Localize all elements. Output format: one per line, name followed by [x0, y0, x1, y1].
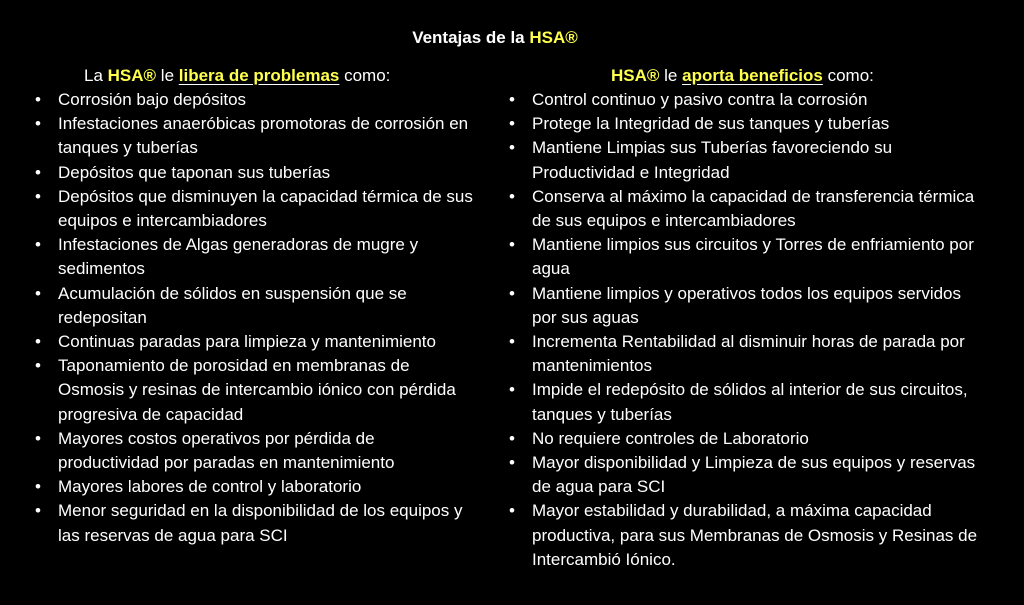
list-item: • Incrementa Rentabilidad al disminuir horas de parada por mantenimientos [508, 330, 988, 378]
list-item: • Mayores costos operativos por pérdida de productividad por paradas en mantenimiento [34, 427, 474, 475]
problems-heading-highlight: libera de problemas [178, 66, 340, 85]
problems-list [34, 88, 474, 548]
list-item: • Mantiene limpios y operativos todos los equipos servidos por sus aguas [508, 282, 988, 330]
list-item: • Impide el redepósito de sólidos al interior de sus circuitos, tanques y tuberías [508, 378, 988, 426]
benefits-heading-mid: le [659, 66, 683, 85]
list-item: • Mayor estabilidad y durabilidad, a máxima capacidad productiva, para sus Membranas de Osmosis y Resinas de Intercambió Iónico. [508, 499, 988, 572]
list-item: • Menor seguridad en la disponibilidad de los equipos y las reservas de agua para SCI [34, 499, 474, 547]
list-item: • Infestaciones de Algas generadoras de mugre y sedimentos [34, 233, 474, 281]
title-brand: HSA® [529, 28, 578, 47]
problems-column [34, 64, 474, 548]
list-item: • Conserva al máximo la capacidad de transferencia térmica de sus equipos e intercambiadores [508, 185, 988, 233]
list-item: • Mayores labores de control y laboratorio [34, 475, 474, 499]
problems-heading [34, 64, 474, 88]
problems-heading-brand: HSA® [107, 66, 157, 85]
benefits-column [508, 64, 988, 572]
list-item: • Acumulación de sólidos en suspensión que se redepositan [34, 282, 474, 330]
list-item: • Depósitos que disminuyen la capacidad térmica de sus equipos e intercambiadores [34, 185, 474, 233]
benefits-heading [508, 64, 988, 88]
list-item: • Continuas paradas para limpieza y mantenimiento [34, 330, 474, 354]
problems-heading-pre: La [84, 66, 108, 85]
problems-heading-post: como: [339, 66, 391, 85]
list-item: • Control continuo y pasivo contra la corrosión [508, 88, 988, 112]
problems-heading-mid: le [156, 66, 179, 85]
benefits-heading-post: como: [822, 66, 874, 85]
benefits-heading-highlight: aporta beneficios [682, 66, 823, 85]
list-item: • Depósitos que taponan sus tuberías [34, 161, 474, 185]
list-item: • Corrosión bajo depósitos [34, 88, 474, 112]
benefits-list [508, 88, 988, 572]
list-item: • Mantiene Limpias sus Tuberías favoreciendo su Productividad e Integridad [508, 136, 988, 184]
list-item: • Mayor disponibilidad y Limpieza de sus equipos y reservas de agua para SCI [508, 451, 988, 499]
list-item: • Infestaciones anaeróbicas promotoras de corrosión en tanques y tuberías [34, 112, 474, 160]
benefits-heading-brand: HSA® [611, 66, 660, 85]
slide-title [0, 28, 990, 48]
list-item: • Protege la Integridad de sus tanques y tuberías [508, 112, 988, 136]
title-prefix: Ventajas de la [412, 28, 530, 47]
list-item: • No requiere controles de Laboratorio [508, 427, 988, 451]
list-item: • Taponamiento de porosidad en membranas de Osmosis y resinas de intercambio iónico con pérdida progresiva de capacidad [34, 354, 474, 427]
list-item: • Mantiene limpios sus circuitos y Torres de enfriamiento por agua [508, 233, 988, 281]
